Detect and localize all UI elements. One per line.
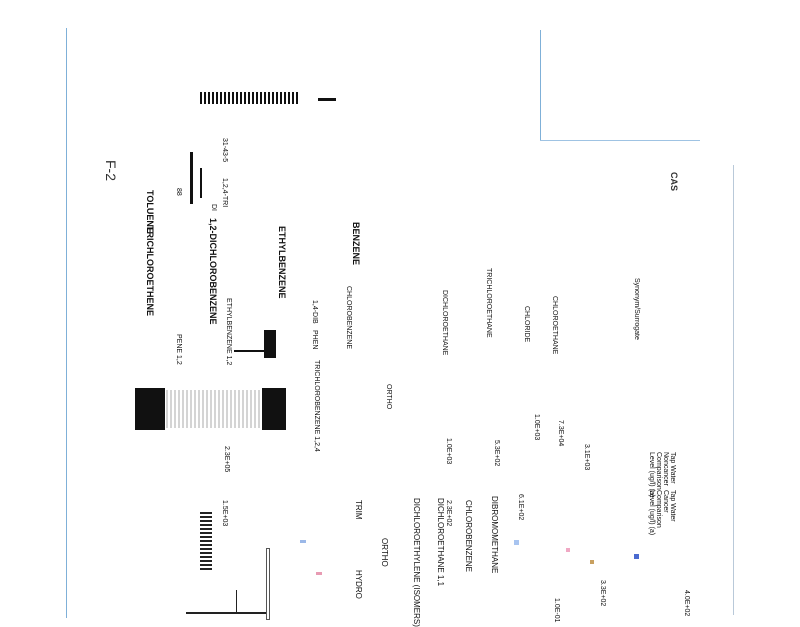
col0-val-0: 3.1E+03 — [583, 444, 590, 471]
redaction-gap — [166, 390, 262, 428]
speck-5 — [634, 554, 639, 559]
right-frag-5: TRIM — [354, 500, 363, 520]
col0-val-1: 7.3E+04 — [557, 420, 564, 447]
col1-val-3: 1.0E-01 — [553, 598, 560, 623]
col1-val-1: 3.3E+02 — [599, 580, 606, 607]
mid-label-10: TRICHLOROBENZENE 1,2,4 — [313, 360, 320, 452]
left-frag-0: 31-43-5 — [221, 138, 228, 163]
noise-bottom-line — [186, 612, 266, 614]
mid-label-2: CHLORIDE — [523, 306, 530, 343]
mid-label-5: CHLOROBENZENE — [345, 286, 352, 350]
left-frag-7: BENZENE — [351, 222, 361, 266]
speck-3 — [514, 540, 519, 545]
mid-label-8: ETHYLBENZENE 1,2 — [225, 298, 232, 366]
cas-header: CAS — [669, 172, 679, 192]
speck-2 — [316, 572, 322, 575]
right-frag-6: HYDRO — [354, 570, 363, 599]
redaction-block-2 — [262, 388, 286, 430]
scan-guide-top — [540, 140, 700, 141]
stroke-4 — [234, 350, 272, 352]
mid-label-4: DICHLOROETHANE — [441, 290, 448, 356]
noise-frame-1 — [266, 548, 270, 620]
mid-label-1: CHLOROETHANE — [551, 296, 558, 355]
col0-val-2: 1.0E+03 — [533, 414, 540, 441]
col1-val-5: 1.5E+03 — [221, 500, 228, 527]
table-edge — [733, 165, 734, 615]
left-frag-8: TRICHLOROETHENE — [145, 226, 155, 316]
col-header-0: Tap Water Noncancer Comparison Level (ug/l) (a) — [648, 452, 676, 498]
scan-guide-right — [540, 30, 541, 140]
page-label: F-2 — [103, 160, 119, 181]
redaction-top — [200, 92, 300, 104]
right-frag-1: CHLOROBENZENE — [464, 500, 473, 573]
stroke-3 — [264, 330, 276, 358]
col0-val-3: 5.3E+02 — [493, 440, 500, 467]
stroke-1 — [190, 152, 193, 204]
col-header-1: Tap Water Cancer Comparison Level (ug/l) (a) — [648, 490, 676, 536]
col0-val-4: 1.0E+03 — [445, 438, 452, 465]
mid-label-6: 1,4-DIB — [311, 300, 318, 324]
left-frag-4: TOLUENE — [145, 190, 155, 233]
col1-val-0: 4.0E+02 — [683, 590, 690, 617]
noise-tick-1 — [236, 590, 237, 614]
col0-val-5: 2.3E+05 — [223, 446, 230, 473]
redaction-top-small — [318, 98, 336, 101]
stroke-2 — [200, 168, 202, 198]
left-frag-2: 88 — [175, 188, 182, 196]
mid-label-11: ORTHO — [385, 384, 392, 410]
noise-stroke-1 — [200, 512, 212, 572]
left-frag-1: 1,2,4-TRI — [221, 178, 228, 208]
left-frag-5: 1,2-DICHLOROBENZENE — [208, 218, 218, 325]
scan-guide-left — [66, 28, 67, 618]
left-frag-6: ETHYLBENZENE — [277, 226, 287, 299]
right-frag-4: ORTHO — [380, 538, 389, 567]
right-frag-2: DICHLOROETHANE 1,1 — [436, 498, 445, 587]
mid-label-3: TRICHLOROETHANE — [485, 268, 492, 338]
speck-1 — [300, 540, 306, 543]
speck-6 — [590, 560, 594, 564]
right-frag-0: DIBROMOMETHANE — [490, 496, 499, 574]
mid-label-9: PENE 1,2 — [175, 334, 182, 365]
col1-val-2: 6.1E+02 — [517, 494, 524, 521]
mid-label-0: Synonym/Surrogate — [633, 278, 640, 340]
speck-4 — [566, 548, 570, 552]
left-frag-3: DI — [210, 204, 217, 211]
mid-label-7: PHEN — [311, 330, 318, 350]
col1-val-4: 2.3E+02 — [445, 500, 452, 527]
redaction-block-1 — [135, 388, 165, 430]
right-frag-3: DICHLOROETHYLENE (ISOMERS) — [412, 498, 421, 627]
